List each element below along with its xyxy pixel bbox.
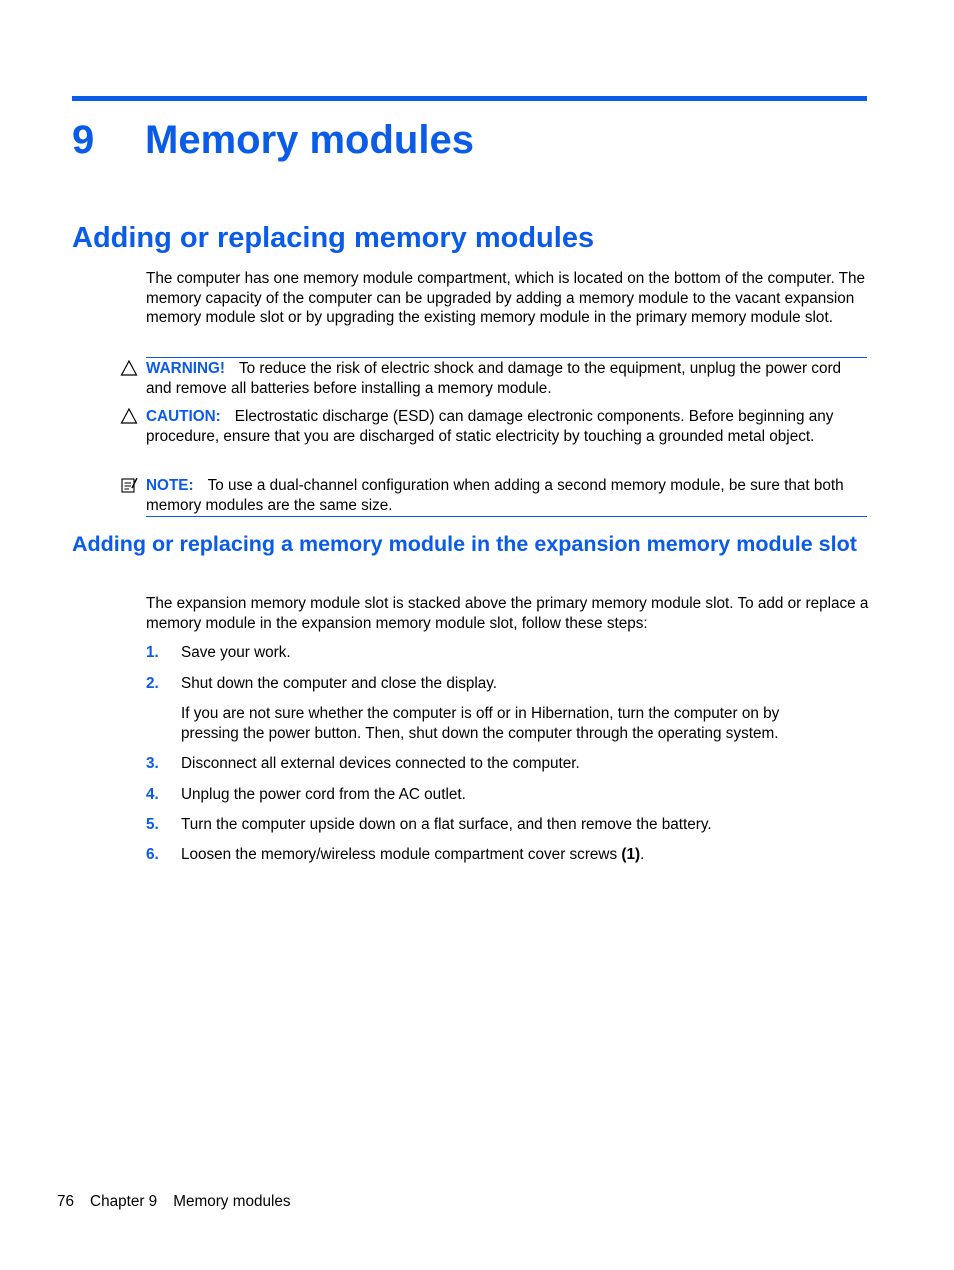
note-label: NOTE: (146, 477, 194, 494)
page-footer (57, 1193, 307, 1211)
note-pad-icon (120, 476, 138, 494)
step-number: 3. (146, 755, 159, 772)
step-number: 6. (146, 846, 159, 863)
warning-text: To reduce the risk of electric shock and damage to the equipment, unplug the power cord and remove all batteries before installing a memory module. (146, 360, 842, 397)
chapter-rule (72, 96, 867, 101)
step-number: 4. (146, 786, 159, 803)
step-text: Shut down the computer and close the display. (181, 675, 498, 692)
warning-label: WARNING! (146, 360, 226, 377)
step-text-main: Loosen the memory/wireless module compartment cover screws (181, 846, 618, 863)
step-number: 1. (146, 644, 159, 661)
caution-text: Electrostatic discharge (ESD) can damage electronic components. Before beginning any procedure, ensure that you are discharged of static electricity by touching a grounded metal object. (146, 408, 834, 445)
step-number: 2. (146, 675, 159, 692)
step-text: Save your work. (181, 644, 291, 661)
intro-paragraph: The computer has one memory module compartment, which is located on the bottom of the computer. The memory capacity of the computer can be upgraded by adding a memory module to the vacant expansion memory module slot or by upgrading the existing memory module in the primary memory module slot. (146, 270, 866, 327)
note-text: To use a dual-channel configuration when adding a second memory module, be sure that both memory modules are the same size. (146, 477, 844, 514)
footer-title: Memory modules (173, 1193, 291, 1210)
step-number: 5. (146, 816, 159, 833)
callout-number: (1) (621, 846, 641, 863)
step-text (181, 845, 871, 865)
chapter-title: Memory modules (145, 118, 474, 162)
warning-triangle-icon (120, 359, 138, 377)
caution-notice (146, 406, 867, 446)
step-2-note: If you are not sure whether the computer is off or in Hibernation, turn the computer on by pressing the power button. Then, shut down the computer through the operating system. (181, 705, 780, 742)
section-heading: Adding or replacing memory modules (72, 222, 595, 254)
step-text: Disconnect all external devices connected to the computer. (181, 755, 580, 772)
chapter-heading (72, 118, 474, 163)
subsection-heading: Adding or replacing a memory module in the expansion memory module slot (72, 532, 857, 556)
chapter-number: 9 (72, 118, 95, 162)
subsection-intro: The expansion memory module slot is stacked above the primary memory module slot. To add or replace a memory module in the expansion memory module slot, follow these steps: (146, 595, 869, 632)
step-text-end: . (640, 846, 645, 863)
page-number: 76 (57, 1193, 75, 1210)
step-text: Turn the computer upside down on a flat surface, and then remove the battery. (181, 816, 712, 833)
warning-notice (146, 357, 867, 398)
step-text: Unplug the power cord from the AC outlet. (181, 786, 466, 803)
footer-chapter: Chapter 9 (90, 1193, 158, 1210)
note-notice (146, 475, 867, 517)
caution-label: CAUTION: (146, 408, 221, 425)
caution-triangle-icon (120, 407, 138, 425)
